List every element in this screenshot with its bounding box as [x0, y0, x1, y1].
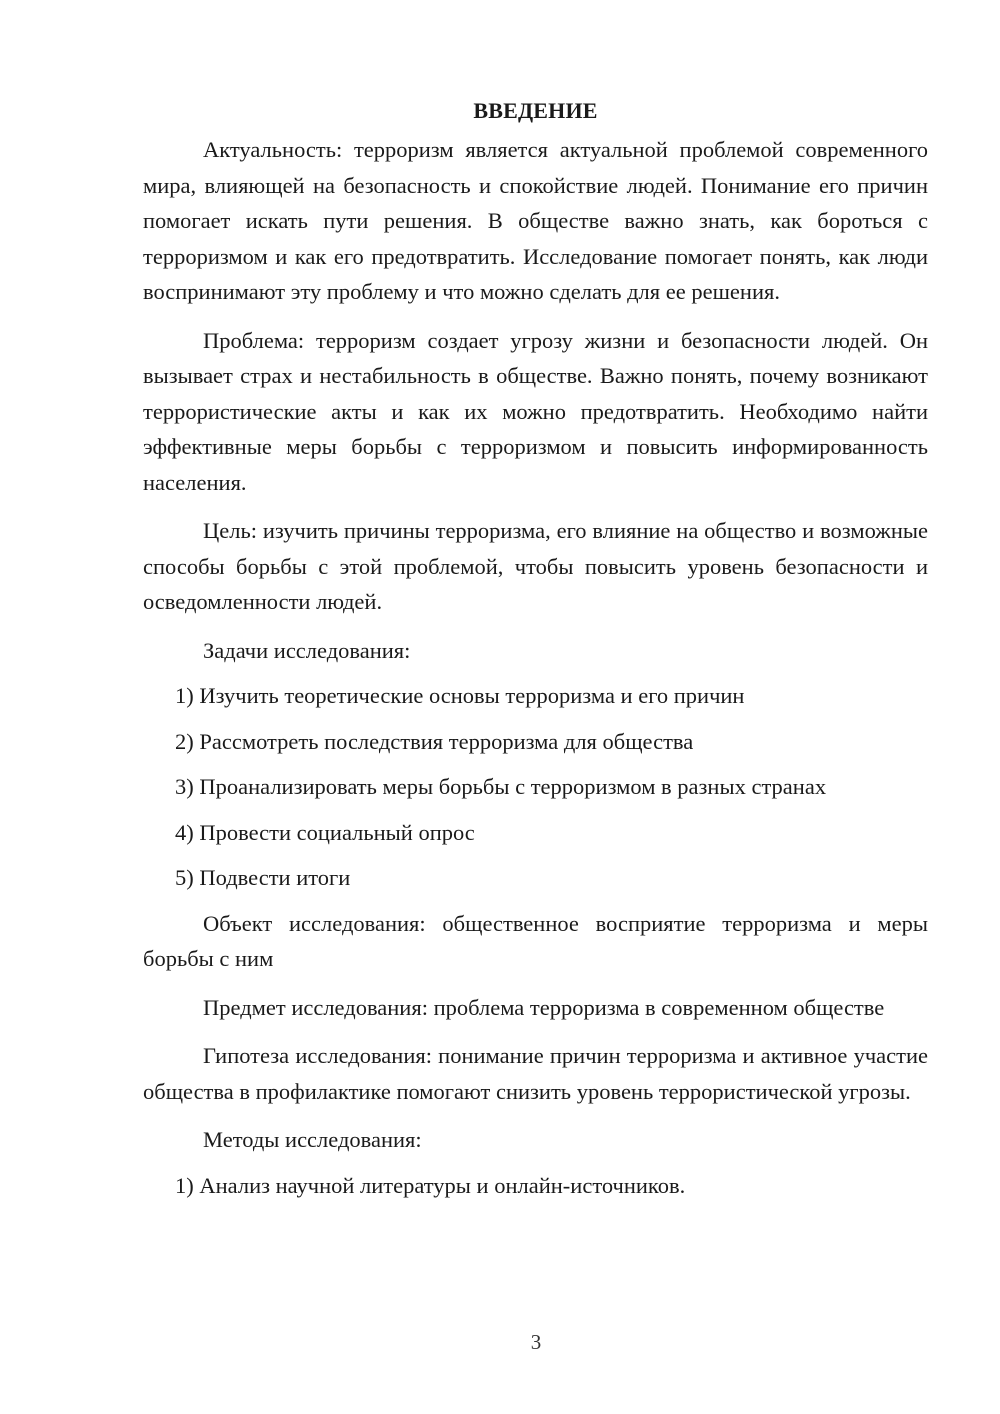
- subject-paragraph: Предмет исследования: проблема терроризма в современном обществе: [203, 994, 885, 1020]
- goal-paragraph: Цель: изучить причины терроризма, его влияние на общество и возможные способы борьбы с этой проблемой, чтобы повысить уровень безопасности и осведомленности людей.: [143, 518, 928, 614]
- list-item: 1) Анализ научной литературы и онлайн-источников.: [175, 1172, 686, 1198]
- page-number: 3: [530, 1330, 542, 1354]
- list-item: 4) Провести социальный опрос: [175, 819, 475, 845]
- object-paragraph: Объект исследования: общественное восприятие терроризма и меры борьбы с ним: [143, 910, 928, 971]
- list-item: 2) Рассмотреть последствия терроризма для общества: [175, 728, 694, 754]
- methods-list: [143, 1168, 928, 1204]
- list-item: 1) Изучить теоретические основы терроризма и его причин: [175, 683, 745, 708]
- hypothesis-paragraph: Гипотеза исследования: понимание причин терроризма и активное участие общества в профилактике помогают снизить уровень террористической угрозы.: [143, 1043, 928, 1104]
- relevance-paragraph: Актуальность: терроризм является актуальной проблемой современного мира, влияющей на безопасность и спокойствие людей. Понимание его причин помогает искать пути решения. В обществе важно знать, как бороться с терроризмом и как его предотвратить. Исследование помогает понять, как люди воспринимают эту проблему и что можно сделать для ее решения.: [143, 137, 928, 304]
- tasks-heading: Задачи исследования:: [203, 637, 411, 663]
- document-page: [143, 96, 928, 1203]
- problem-paragraph: Проблема: терроризм создает угрозу жизни и безопасности людей. Он вызывает страх и нестабильность в обществе. Важно понять, почему возникают террористические акты и как их можно предотвратить. Необходимо найти эффективные меры борьбы с терроризмом и повысить информированность населения.: [143, 327, 928, 495]
- list-item: 5) Подвести итоги: [175, 865, 351, 890]
- methods-heading: Методы исследования:: [203, 1127, 422, 1152]
- list-item: 3) Проанализировать меры борьбы с терроризмом в разных странах: [175, 774, 827, 799]
- page-title: ВВЕДЕНИЕ: [473, 98, 598, 123]
- tasks-list: [143, 678, 928, 896]
